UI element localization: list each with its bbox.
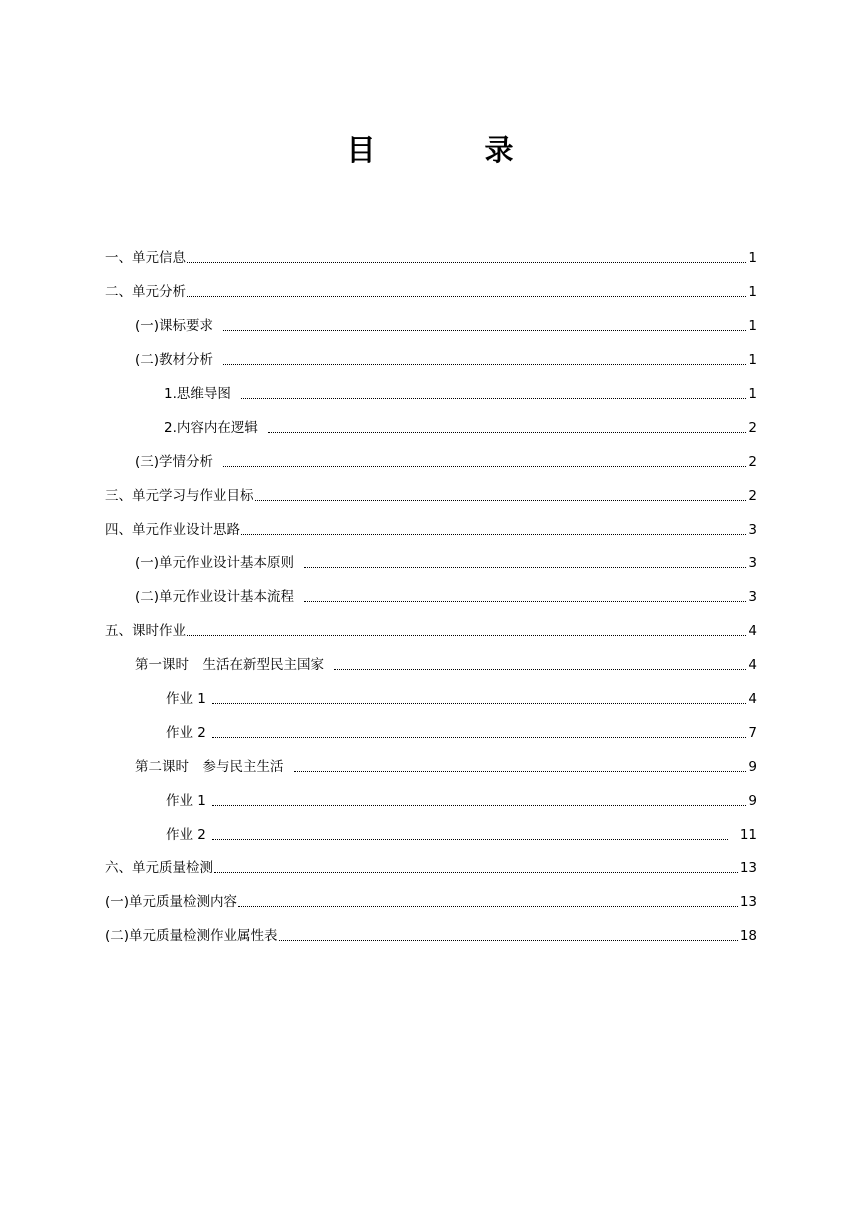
toc-entry[interactable] bbox=[135, 552, 757, 572]
toc-entry[interactable] bbox=[166, 722, 757, 742]
toc-entry-page: 4 bbox=[748, 623, 757, 639]
toc-entry-page: 2 bbox=[748, 420, 757, 436]
toc-entry[interactable] bbox=[105, 485, 757, 505]
toc-leader bbox=[212, 736, 747, 738]
toc-entry-label: 作业 2 bbox=[166, 827, 206, 843]
toc-entry-label: (三)学情分析 bbox=[135, 454, 214, 470]
toc-entry-page: 11 bbox=[739, 827, 757, 843]
toc-leader bbox=[187, 634, 746, 636]
toc-entry-label: 二、单元分析 bbox=[105, 284, 186, 300]
toc-entry[interactable] bbox=[166, 824, 757, 844]
toc-entry-page: 18 bbox=[739, 928, 757, 944]
toc-entry-page: 3 bbox=[748, 522, 757, 538]
toc-entry-page: 1 bbox=[748, 318, 757, 334]
toc-leader bbox=[212, 838, 728, 840]
toc-leader bbox=[238, 905, 738, 907]
toc-entry-page: 3 bbox=[748, 555, 757, 571]
toc-entry-label: (一)单元质量检测内容 bbox=[105, 894, 238, 910]
toc-leader bbox=[223, 329, 746, 331]
toc-leader bbox=[304, 566, 746, 568]
toc-entry[interactable] bbox=[105, 281, 757, 301]
toc-entry[interactable] bbox=[105, 247, 757, 267]
toc-entry-label: 2.内容内在逻辑 bbox=[164, 420, 258, 436]
toc-entry-label: 四、单元作业设计思路 bbox=[105, 522, 240, 538]
toc-entry-page: 9 bbox=[748, 793, 757, 809]
toc-entry[interactable] bbox=[135, 349, 757, 369]
toc-leader bbox=[212, 702, 747, 704]
toc-entry-label: (一)单元作业设计基本原则 bbox=[135, 555, 295, 571]
toc-entry-label: (二)单元作业设计基本流程 bbox=[135, 589, 295, 605]
toc-entry[interactable] bbox=[164, 417, 757, 437]
toc-entry-page: 1 bbox=[748, 250, 757, 266]
toc-entry-page: 1 bbox=[748, 352, 757, 368]
toc-entry-page: 4 bbox=[748, 657, 757, 673]
toc-entry-label: 作业 1 bbox=[166, 691, 206, 707]
toc-leader bbox=[334, 668, 746, 670]
toc-leader bbox=[241, 533, 746, 535]
toc-entry-label: 第二课时 参与民主生活 bbox=[135, 759, 284, 775]
toc-entry[interactable] bbox=[105, 519, 757, 539]
toc-leader bbox=[223, 363, 746, 365]
toc-entry-label: (一)课标要求 bbox=[135, 318, 214, 334]
toc-leader bbox=[223, 465, 746, 467]
toc-leader bbox=[279, 939, 738, 941]
toc-leader bbox=[294, 770, 747, 772]
toc-entry-page: 13 bbox=[739, 860, 757, 876]
toc-entry[interactable] bbox=[135, 586, 757, 606]
toc-entry-page: 7 bbox=[748, 725, 757, 741]
toc-leader bbox=[187, 295, 746, 297]
toc-entry-page: 2 bbox=[748, 454, 757, 470]
toc-entry-label: 一、单元信息 bbox=[105, 250, 186, 266]
toc-entry[interactable] bbox=[135, 654, 757, 674]
page-title: 目 录 bbox=[346, 133, 554, 167]
toc-entry-label: 作业 1 bbox=[166, 793, 206, 809]
toc-entry-label: (二)教材分析 bbox=[135, 352, 214, 368]
toc-entry-label: 三、单元学习与作业目标 bbox=[105, 488, 254, 504]
toc-entry-page: 3 bbox=[748, 589, 757, 605]
toc-entry-label: 第一课时 生活在新型民主国家 bbox=[135, 657, 324, 673]
toc-entry-label: 作业 2 bbox=[166, 725, 206, 741]
toc-entry[interactable] bbox=[135, 451, 757, 471]
toc-entry[interactable] bbox=[105, 925, 757, 945]
toc-leader bbox=[212, 804, 747, 806]
toc-leader bbox=[241, 397, 747, 399]
toc-entry-label: 1.思维导图 bbox=[164, 386, 231, 402]
toc-leader bbox=[268, 431, 747, 433]
toc-entry-page: 1 bbox=[748, 284, 757, 300]
toc-entry[interactable] bbox=[135, 756, 757, 776]
toc-entry[interactable] bbox=[105, 891, 757, 911]
toc-entry-page: 1 bbox=[748, 386, 757, 402]
toc-leader bbox=[214, 871, 738, 873]
toc-leader bbox=[187, 261, 746, 263]
toc-entry-page: 2 bbox=[748, 488, 757, 504]
toc-entry[interactable] bbox=[166, 688, 757, 708]
toc-entry-page: 9 bbox=[748, 759, 757, 775]
toc-entry[interactable] bbox=[164, 383, 757, 403]
toc-entry[interactable] bbox=[166, 790, 757, 810]
toc-entry[interactable] bbox=[105, 857, 757, 877]
toc-entry-label: 五、课时作业 bbox=[105, 623, 186, 639]
toc-entry-page: 4 bbox=[748, 691, 757, 707]
toc-entry-label: 六、单元质量检测 bbox=[105, 860, 213, 876]
toc-entry-label: (二)单元质量检测作业属性表 bbox=[105, 928, 278, 944]
toc-leader bbox=[304, 600, 746, 602]
toc-entry[interactable] bbox=[105, 620, 757, 640]
toc-entry[interactable] bbox=[135, 315, 757, 335]
toc-entry-page: 13 bbox=[739, 894, 757, 910]
toc-leader bbox=[255, 499, 747, 501]
